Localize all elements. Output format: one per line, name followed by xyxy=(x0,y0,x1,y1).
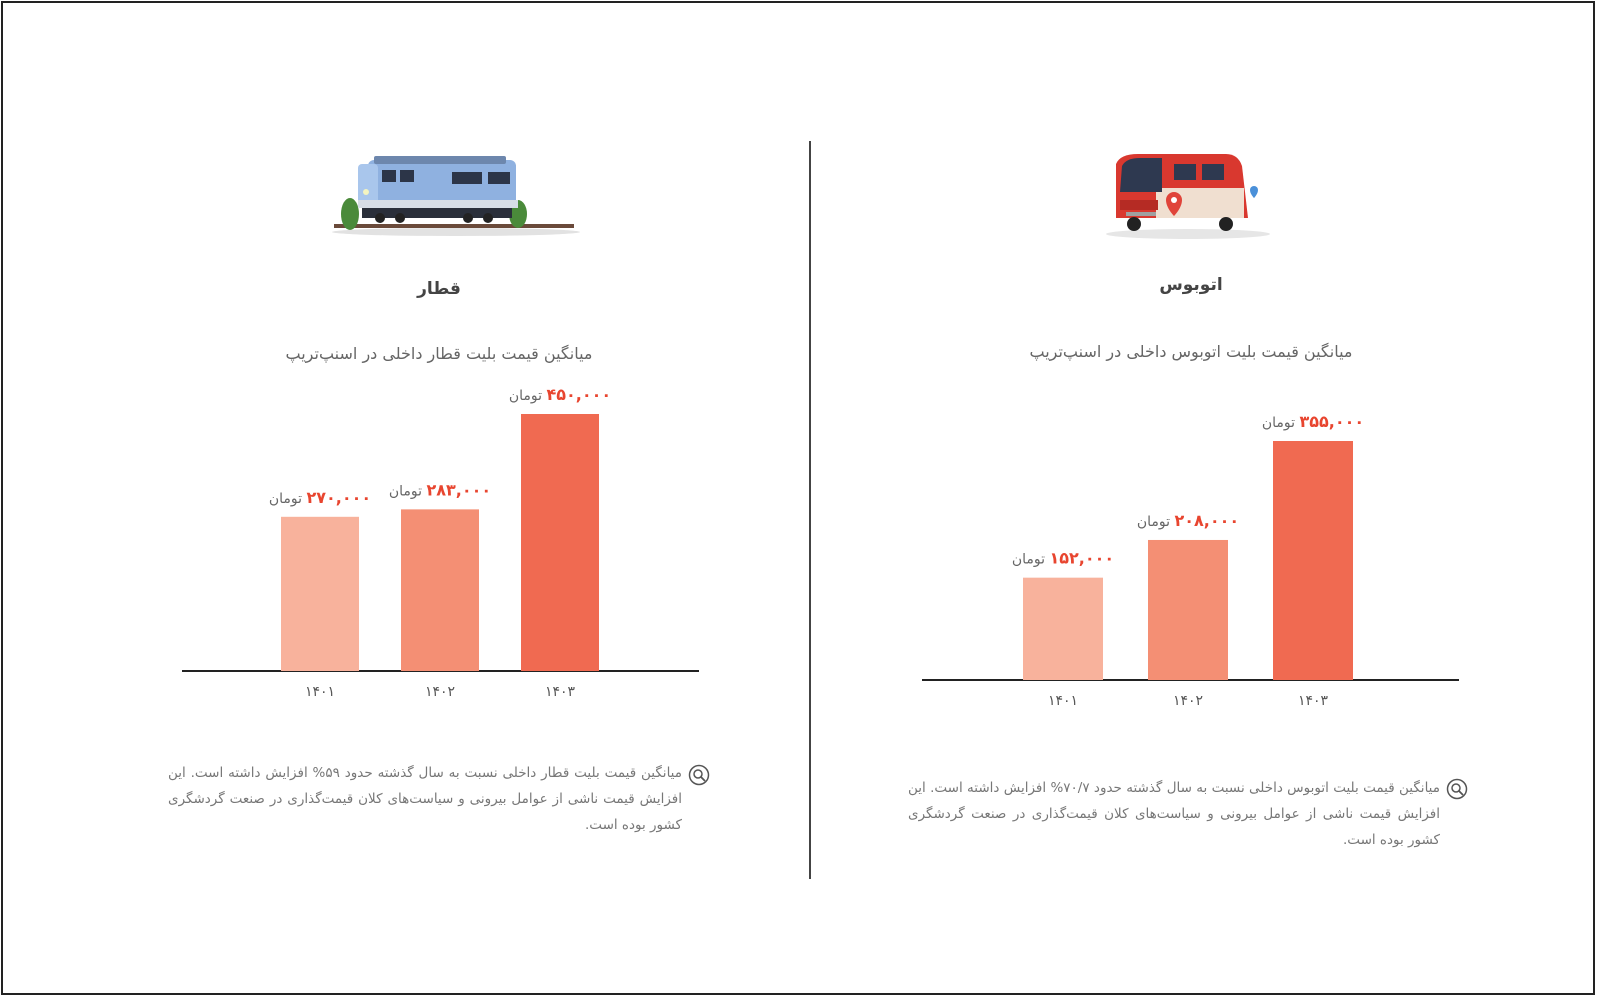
bar xyxy=(281,517,359,671)
bar-value-label: ۲۸۳,۰۰۰ تومان xyxy=(388,480,492,500)
bus-title: اتوبوس xyxy=(1159,275,1223,295)
bar-value-label: ۱۵۲,۰۰۰ تومان xyxy=(1011,548,1115,568)
bar xyxy=(401,509,479,671)
bus-panel xyxy=(800,0,1600,1000)
bar-value-label: ۲۷۰,۰۰۰ تومان xyxy=(268,487,372,507)
bar-value-label: ۴۵۰,۰۰۰ تومان xyxy=(508,385,612,404)
bar xyxy=(1148,540,1228,680)
train-subtitle: میانگین قیمت بلیت قطار داخلی در اسنپ‌تریپ xyxy=(285,344,593,363)
train-title: قطار xyxy=(417,279,461,299)
magnifier-chart-icon xyxy=(1446,778,1468,800)
x-tick-label: ۱۴۰۳ xyxy=(544,684,576,700)
x-tick-label: ۱۴۰۳ xyxy=(1297,693,1329,709)
train-price-chart xyxy=(0,0,800,720)
x-tick-label: ۱۴۰۲ xyxy=(424,684,456,700)
bar xyxy=(521,414,599,671)
bus-note: میانگین قیمت بلیت اتوبوس داخلی نسبت به سال گذشته حدود ۷۰/۷% افزایش داشته است. این افزایش قیمت ناشی از عوامل بیرونی و سیاست‌های کلان قیمت‌گذاری در صنعت گردشگری کشور بوده است. xyxy=(908,780,1440,848)
bus-subtitle: میانگین قیمت بلیت اتوبوس داخلی در اسنپ‌تریپ xyxy=(1029,342,1353,361)
magnifier-chart-icon xyxy=(688,764,710,786)
bar-value-label: ۲۰۸,۰۰۰ تومان xyxy=(1136,510,1240,530)
bar xyxy=(1023,578,1103,680)
bar xyxy=(1273,441,1353,680)
x-tick-label: ۱۴۰۲ xyxy=(1172,693,1204,709)
bar-value-label: ۳۵۵,۰۰۰ تومان xyxy=(1261,412,1365,431)
x-tick-label: ۱۴۰۱ xyxy=(1047,693,1079,709)
bus-price-chart xyxy=(800,0,1600,720)
x-tick-label: ۱۴۰۱ xyxy=(304,684,336,700)
train-note: میانگین قیمت بلیت قطار داخلی نسبت به سال گذشته حدود ۵۹% افزایش داشته است. این افزایش قیمت ناشی از عوامل بیرونی و سیاست‌های کلان قیمت‌گذاری در صنعت گردشگری کشور بوده است. xyxy=(168,765,682,833)
